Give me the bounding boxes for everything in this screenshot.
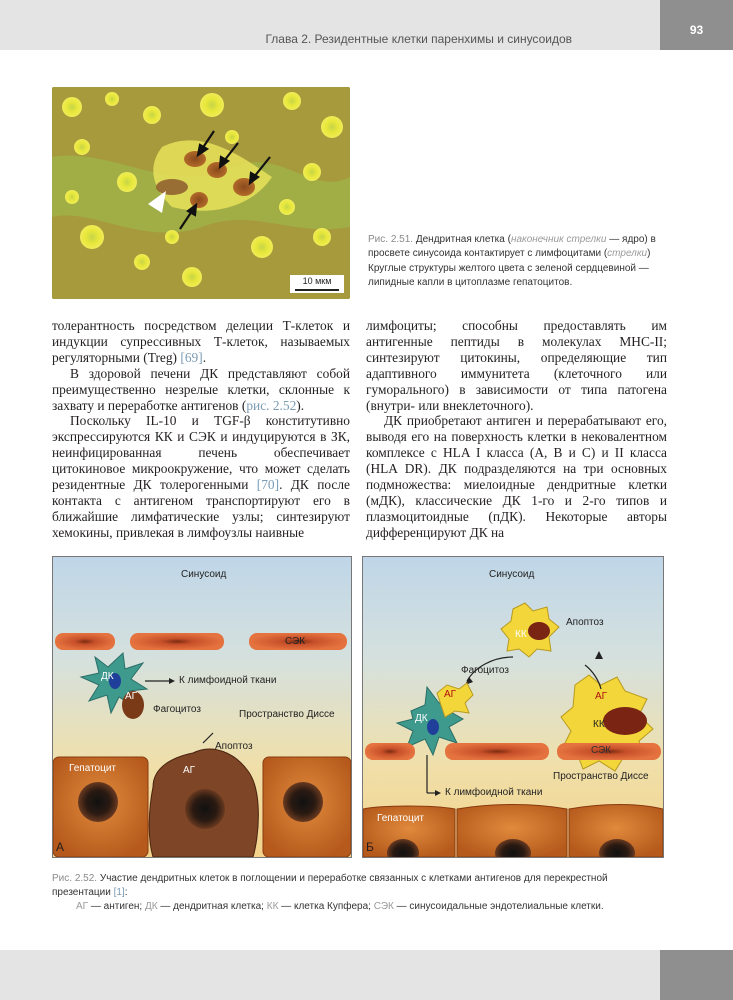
page-number: 93 xyxy=(660,0,733,50)
label-ag: АГ xyxy=(444,689,457,700)
scale-label: 10 мкм xyxy=(302,276,332,286)
paragraph: толерантность посредством делеции Т-клеток и индукции супрессивных Т-клеток, называемых регуляторными (Treg) [69]. xyxy=(52,318,350,365)
caption-highlight: стрелки xyxy=(607,247,648,259)
footer-bar xyxy=(0,950,660,1000)
caption-highlight: наконечник стрелки xyxy=(510,234,607,245)
label-disse: Пространство Диссе xyxy=(239,709,335,720)
footer-tab xyxy=(660,950,733,1000)
diagram-panel-a xyxy=(52,556,352,858)
label-sek: СЭК xyxy=(591,745,612,756)
label-apoptosis: Апоптоз xyxy=(566,617,604,628)
chapter-title: Глава 2. Резидентные клетки паренхимы и синусоидов xyxy=(265,32,572,46)
label-sek: СЭК xyxy=(285,636,306,647)
panel-letter: А xyxy=(56,840,65,854)
label-ag-kk: АГ xyxy=(595,691,608,702)
label-phagocytosis: Фагоцитоз xyxy=(461,665,509,676)
label-lymph: К лимфоидной ткани xyxy=(179,675,277,686)
panel-a-drawing xyxy=(53,557,351,857)
label-kk: КК xyxy=(515,629,527,640)
label-hepatocyte: Гепатоцит xyxy=(69,763,116,774)
label-ag: АГ xyxy=(125,691,138,702)
caption-text: — ядро) в просвете синусоида контактирует с лимфоцитами ( xyxy=(368,234,656,259)
micrograph-figure xyxy=(52,87,350,299)
label-sinusoid: Синусоид xyxy=(181,569,227,580)
figure-link[interactable]: рис. 2.52 xyxy=(246,397,297,413)
text-column-right xyxy=(366,318,667,541)
scale-bar xyxy=(290,275,344,293)
label-lymph: К лимфоидной ткани xyxy=(445,787,543,798)
caption-label: Рис. 2.51. xyxy=(368,234,414,245)
panel-b-drawing xyxy=(363,557,663,857)
label-phagocytosis: Фагоцитоз xyxy=(153,704,201,715)
figure-252-caption: Рис. 2.52. Участие дендритных клеток в поглощении и переработке связанных с клетками антигенов для перекрестной презентации [1]: АГ — антиген; ДК — дендритная клетка; КК — клетка Купфера; СЭК — синусоидальные эндотелиальные клетки. xyxy=(52,872,667,914)
paragraph: ДК приобретают антиген и перерабатывают его, выводя его на поверхность клетки в нековалентном комплексе с HLA I класса (A, B и C) и II класса (HLA DR). ДК подразделяются на три основных подмножества: миелоидные дендритные клетки (мДК), классические ДК 1-го и 2-го типов и плазмоцитоидные (пДК). Некоторые авторы дифференцируют ДК на xyxy=(366,413,667,540)
caption-legend: АГ — антиген; ДК — дендритная клетка; КК — клетка Купфера; СЭК — синусоидальные эндотелиальные клетки. xyxy=(76,901,604,912)
citation-link[interactable]: [69] xyxy=(180,349,203,365)
caption-text: Участие дендритных клеток в поглощении и переработке связанных с клетками антигенов для перекрестной презентации xyxy=(52,873,608,898)
caption-note: Круглые структуры желтого цвета с зеленой сердцевиной — липидные капли в цитоплазме гепатоцитов. xyxy=(368,263,649,288)
label-disse: Пространство Диссе xyxy=(553,771,649,782)
caption-label: Рис. 2.52. xyxy=(52,873,98,884)
label-ag: АГ xyxy=(183,765,196,776)
citation-link[interactable]: [70] xyxy=(256,477,280,493)
diagram-panel-b xyxy=(362,556,664,858)
caption-text: Дендритная клетка ( xyxy=(415,234,511,245)
label-kk: КК xyxy=(593,719,605,730)
label-apoptosis: Апоптоз xyxy=(215,741,253,752)
label-hepatocyte: Гепатоцит xyxy=(377,813,424,824)
scale-line xyxy=(295,289,339,291)
paragraph: лимфоциты; способны предоставлять им антигенные пептиды в молекулах MHC-II; синтезируют цитокины, определяющие тип адаптивного иммунитета (клеточного или гуморального) в зависимости от типа патогена (внутри- или внеклеточного). xyxy=(366,318,667,413)
label-dk: ДК xyxy=(415,713,428,724)
paragraph: В здоровой печени ДК представляют собой преимущественно незрелые клетки, склонные к захвату и переработке антигенов (рис. 2.52). xyxy=(52,365,350,413)
running-header xyxy=(0,0,660,50)
figure-251-caption xyxy=(368,233,668,289)
citation-link[interactable]: [1] xyxy=(113,887,125,898)
label-sinusoid: Синусоид xyxy=(489,569,535,580)
label-dk: ДК xyxy=(101,671,114,682)
text-column-left xyxy=(52,318,350,541)
panel-letter: Б xyxy=(366,840,374,854)
caption-text: ) xyxy=(647,247,651,259)
paragraph: Поскольку IL-10 и TGF-β конститутивно экспрессируются КК и СЭК и индуцируются в ЗК, неинфицированная печень обеспечивает цитокиновое микроокружение, что может сделать резидентные ДК толерогенными [70]. ДК после контакта с антигеном транспортируют его в ближайшие лимфатические узлы; синтезируют хемокины, привлекая в лимфоузлы наивные xyxy=(52,413,351,540)
micrograph-image xyxy=(52,87,350,299)
